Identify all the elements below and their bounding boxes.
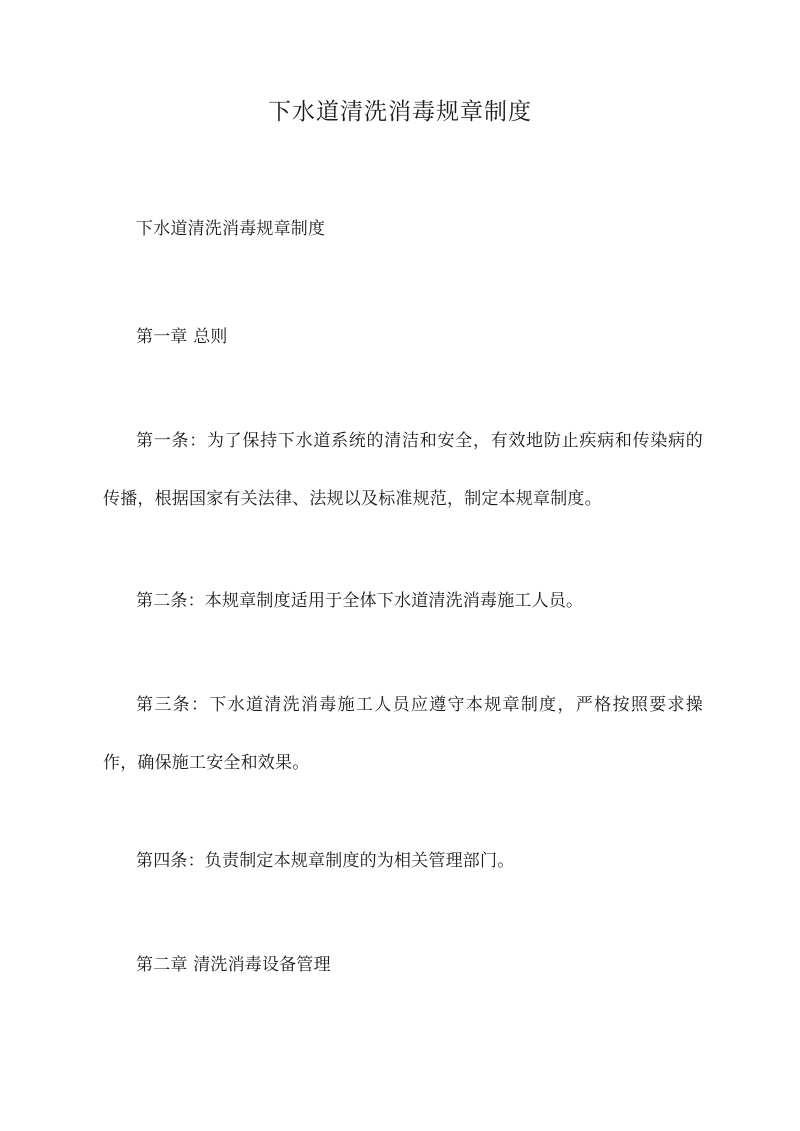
article-2-paragraph: 第二条：本规章制度适用于全体下水道清洗消毒施工人员。 [136, 591, 584, 611]
chapter-heading-2: 第二章 清洗消毒设备管理 [136, 955, 331, 975]
document-title: 下水道清洗消毒规章制度 [268, 99, 532, 125]
article-3-paragraph: 第三条：下水道清洗消毒施工人员应遵守本规章制度，严格按照要求操作，确保施工安全和效果。 [103, 695, 703, 773]
chapter-heading-1: 第一章 总则 [136, 327, 228, 347]
subtitle-paragraph: 下水道清洗消毒规章制度 [136, 219, 326, 239]
article-1-paragraph: 第一条：为了保持下水道系统的清洁和安全，有效地防止疾病和传染病的传播，根据国家有关法律、法规以及标准规范，制定本规章制度。 [103, 431, 703, 509]
article-4-paragraph: 第四条：负责制定本规章制度的为相关管理部门。 [136, 851, 515, 871]
